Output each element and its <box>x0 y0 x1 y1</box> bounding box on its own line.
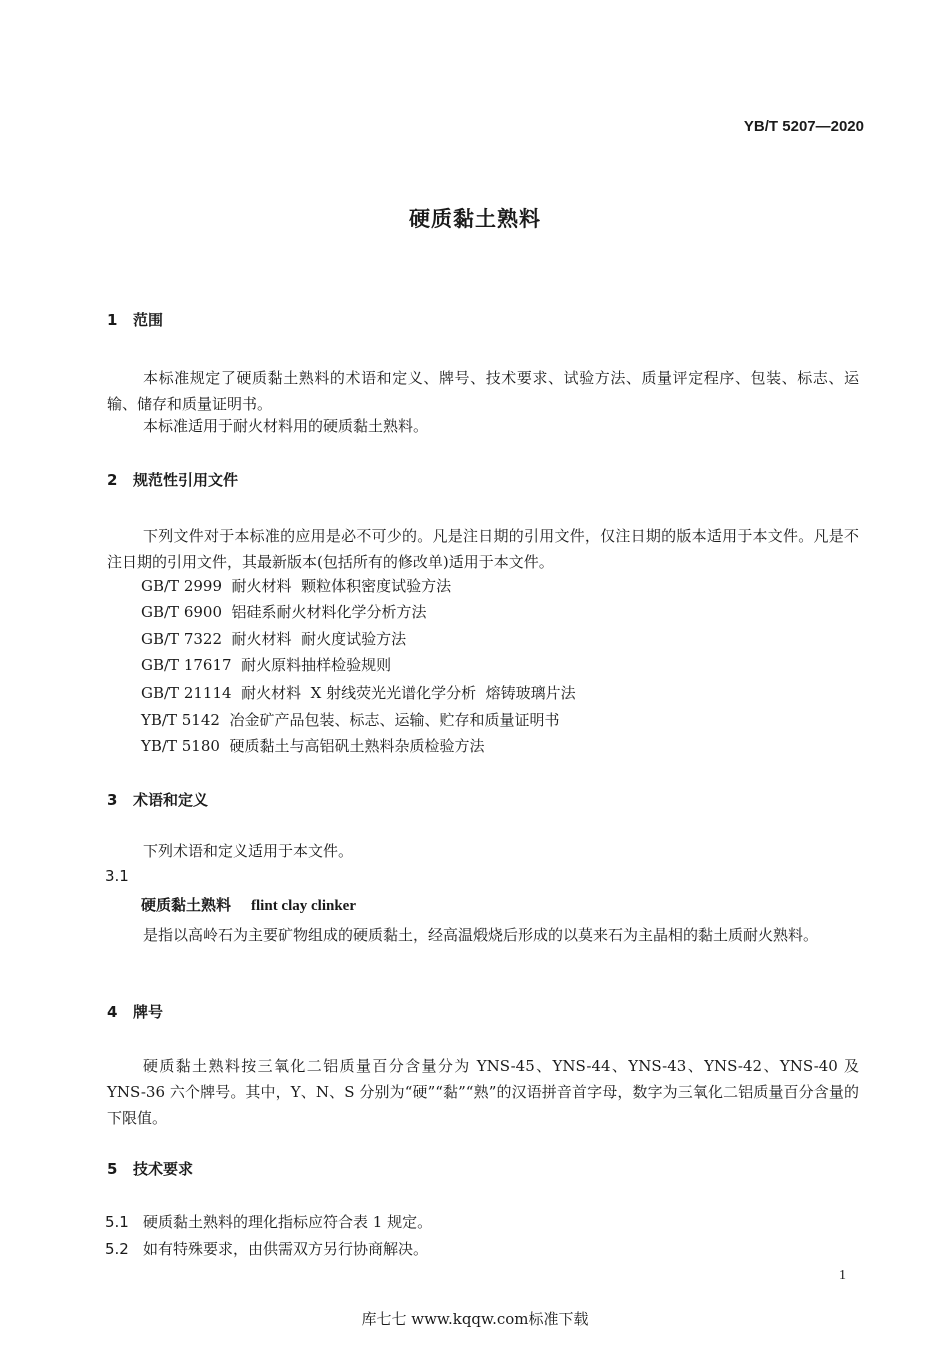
reference-item: YB/T 5142 冶金矿产品包装、标志、运输、贮存和质量证明书 <box>141 711 560 729</box>
reference-item: GB/T 2999 耐火材料 颗粒体积密度试验方法 <box>141 577 452 595</box>
clause-number: 5.1 <box>105 1213 129 1231</box>
section-number: 3 <box>107 791 118 809</box>
section-title: 牌号 <box>133 1003 164 1021</box>
document-title: 硬质黏土熟料 <box>409 207 541 231</box>
section-1-paragraph-2: 本标准适用于耐火材料用的硬质黏土熟料。 <box>143 417 429 435</box>
section-2-paragraph-1: 下列文件对于本标准的应用是必不可少的。凡是注日期的引用文件，仅注日期的版本适用于本文件。凡是不注日期的引用文件，其最新版本(包括所有的修改单)适用于本文件。 <box>107 527 859 571</box>
clause-text: 如有特殊要求，由供需双方另行协商解决。 <box>143 1240 429 1258</box>
section-4-paragraph-1: 硬质黏土熟料按三氧化二铝质量百分含量分为 YNS-45、YNS-44、YNS-43、YNS-42、YNS-40 及 YNS-36 六个牌号。其中，Y、N、S 分别为“硬”“黏”“熟”的汉语拼音首字母，数字为三氧化二铝质量百分含量的下限值。 <box>107 1057 859 1127</box>
term-definition: 是指以高岭石为主要矿物组成的硬质黏土，经高温煅烧后形成的以莫来石为主晶相的黏土质耐火熟料。 <box>143 926 819 944</box>
subsection-number: 3.1 <box>105 867 129 885</box>
term-english: flint clay clinker <box>251 898 357 914</box>
reference-item: GB/T 21114 耐火材料 X 射线荧光光谱化学分析 熔铸玻璃片法 <box>141 684 576 702</box>
section-1-paragraph-1: 本标准规定了硬质黏土熟料的术语和定义、牌号、技术要求、试验方法、质量评定程序、包装、标志、运输、储存和质量证明书。 <box>107 369 859 413</box>
reference-item: GB/T 7322 耐火材料 耐火度试验方法 <box>141 630 407 648</box>
reference-item: GB/T 17617 耐火原料抽样检验规则 <box>141 656 392 674</box>
section-title: 术语和定义 <box>133 791 209 809</box>
section-5-heading <box>107 1158 193 1179</box>
clause-number: 5.2 <box>105 1240 129 1258</box>
clause-text: 硬质黏土熟料的理化指标应符合表 1 规定。 <box>143 1213 433 1231</box>
page-number: 1 <box>839 1268 846 1283</box>
section-3-heading <box>107 789 208 810</box>
reference-item: YB/T 5180 硬质黏土与高铝矾土熟料杂质检验方法 <box>141 737 485 755</box>
section-number: 5 <box>107 1160 118 1178</box>
section-title: 技术要求 <box>133 1160 194 1178</box>
footer-watermark-text: 库七七 www.kqqw.com标准下载 <box>361 1310 589 1328</box>
section-title: 范围 <box>133 311 164 329</box>
section-number: 2 <box>107 471 118 489</box>
clause-5-2 <box>105 1238 428 1259</box>
term-chinese: 硬质黏土熟料 <box>141 896 232 914</box>
clause-5-1 <box>105 1211 432 1232</box>
section-3-paragraph-1: 下列术语和定义适用于本文件。 <box>143 842 354 860</box>
section-title: 规范性引用文件 <box>133 471 239 489</box>
section-2-heading <box>107 469 238 490</box>
section-number: 1 <box>107 311 118 329</box>
section-1-heading <box>107 309 163 330</box>
section-number: 4 <box>107 1003 118 1021</box>
term-entry <box>141 894 356 915</box>
reference-item: GB/T 6900 铝硅系耐火材料化学分析方法 <box>141 603 427 621</box>
standard-code: YB/T 5207—2020 <box>743 118 864 135</box>
section-4-heading <box>107 1001 163 1022</box>
